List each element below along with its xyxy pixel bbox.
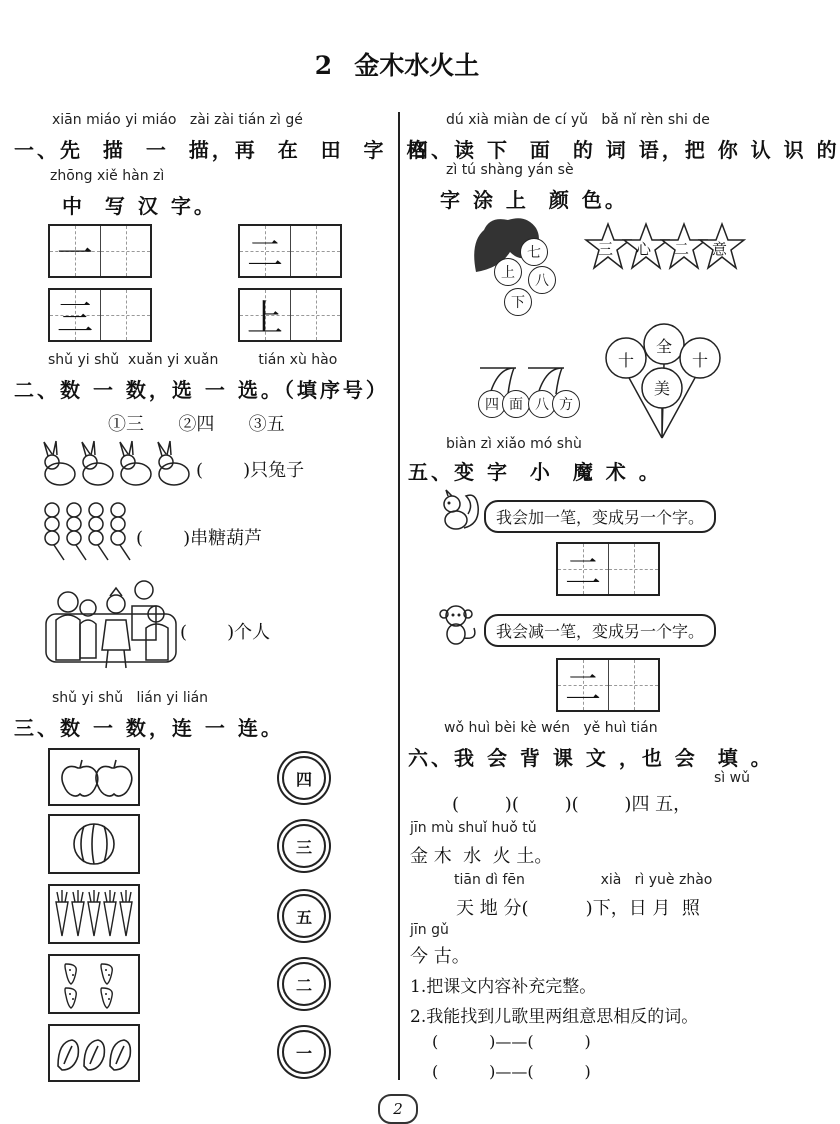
s5-pinyin: biàn zì xiǎo mó shù bbox=[446, 436, 582, 452]
s1-pinyin-1: xiān miáo yi miáo zài zài tián zì gé bbox=[52, 112, 303, 128]
speech-bubble-add: 我会加一笔，变成另一个字。 bbox=[484, 500, 716, 533]
grape-char-4[interactable]: 下 bbox=[504, 288, 532, 316]
column-divider bbox=[398, 112, 400, 1080]
cherry-char-1[interactable]: 四 bbox=[478, 390, 506, 418]
grape-char-2[interactable]: 上 bbox=[494, 258, 522, 286]
s4-heading-1: 四、读 下 面 的 词 语，把 你 认 识 的 bbox=[408, 138, 840, 162]
grid-char: 二 bbox=[564, 551, 601, 593]
tian-grid-1[interactable] bbox=[48, 224, 152, 278]
grid-char: 二 bbox=[564, 667, 601, 709]
s6-heading: 六、我 会 背 课 文 ，也 会 填 。 bbox=[408, 746, 774, 770]
s3-pinyin: shǔ yi shǔ lián yi lián bbox=[52, 690, 209, 706]
number-flower-1[interactable]: 四 bbox=[282, 756, 326, 800]
star-char-3[interactable]: 二 bbox=[674, 240, 690, 258]
tian-grid-4[interactable] bbox=[238, 288, 342, 342]
carrot-icon bbox=[50, 886, 138, 942]
tian-grid-2[interactable] bbox=[238, 224, 342, 278]
rabbit-icon bbox=[40, 440, 200, 492]
tian-grid-add[interactable] bbox=[556, 542, 660, 596]
tanghulu-icon bbox=[42, 500, 138, 564]
s4-pinyin-1: dú xià miàn de cí yǔ bǎ nǐ rèn shi de bbox=[446, 112, 710, 128]
page-title bbox=[0, 46, 794, 82]
star-char-2[interactable]: 心 bbox=[636, 240, 652, 258]
page-number: 2 bbox=[378, 1094, 418, 1124]
picture-box-3[interactable] bbox=[48, 884, 140, 944]
picture-box-1[interactable] bbox=[48, 748, 140, 806]
s2-pinyin: shǔ yi shǔ xuǎn yi xuǎn tián xù hào bbox=[48, 352, 338, 368]
balloon-char-2[interactable]: 十 bbox=[618, 351, 635, 370]
cherry-char-4[interactable]: 方 bbox=[552, 390, 580, 418]
cherry-char-3[interactable]: 八 bbox=[528, 390, 556, 418]
number-flower-2[interactable]: 三 bbox=[282, 824, 326, 868]
s6-question-1: 1.把课文内容补充完整。 bbox=[410, 977, 597, 997]
picture-box-5[interactable] bbox=[48, 1024, 140, 1082]
s6-line-4: 今 古。 bbox=[410, 946, 470, 967]
grid-char: 三 bbox=[56, 297, 93, 339]
family-icon bbox=[44, 580, 180, 672]
balloon-char-3[interactable]: 十 bbox=[692, 351, 709, 370]
tian-grid-subtract[interactable] bbox=[556, 658, 660, 712]
s4-pinyin-2: zì tú shàng yán sè bbox=[446, 162, 574, 178]
s1-pinyin-2: zhōng xiě hàn zì bbox=[50, 168, 165, 184]
s6-answer-blank-2[interactable]: ( )——( ) bbox=[432, 1062, 591, 1081]
s1-heading-1: 一、先 描 一 描，再 在 田 字 格 bbox=[14, 138, 430, 162]
picture-box-2[interactable] bbox=[48, 814, 140, 874]
grape-char-1[interactable]: 七 bbox=[520, 238, 548, 266]
number-flower-3[interactable]: 五 bbox=[282, 894, 326, 938]
s2-heading: 二、数 一 数，选 一 选。（填序号） bbox=[14, 378, 389, 402]
s6-line-3[interactable]: 天 地 分( )下，日 月 照 bbox=[456, 898, 700, 919]
number-flower-5[interactable]: 一 bbox=[282, 1030, 326, 1074]
balloon-char-1[interactable]: 全 bbox=[656, 337, 673, 356]
speech-bubble-subtract: 我会减一笔，变成另一个字。 bbox=[484, 614, 716, 647]
s6-pinyin-2: jīn mù shuǐ huǒ tǔ bbox=[410, 820, 537, 836]
s3-heading: 三、数 一 数，连 一 连。 bbox=[14, 716, 284, 740]
grid-char: 二 bbox=[246, 233, 283, 275]
s6-line-1[interactable]: ( )( )( )四 五， bbox=[452, 794, 692, 815]
balloon-char-4[interactable]: 美 bbox=[654, 379, 671, 398]
lesson-title: 金木水火土 bbox=[354, 51, 480, 80]
s4-heading-2: 字 涂 上 颜 色。 bbox=[440, 188, 628, 212]
s6-question-2: 2.我能找到儿歌里两组意思相反的词。 bbox=[410, 1007, 699, 1027]
s2-q2[interactable]: ( )串糖葫芦 bbox=[136, 528, 263, 549]
s6-pinyin: wǒ huì bèi kè wén yě huì tián bbox=[444, 720, 658, 736]
grid-char: 一 bbox=[56, 233, 93, 275]
grid-char: 上 bbox=[246, 297, 283, 339]
tian-grid-3[interactable] bbox=[48, 288, 152, 342]
s6-pinyin-4: jīn gǔ bbox=[410, 922, 449, 938]
s2-q1[interactable]: ( )只兔子 bbox=[196, 460, 305, 481]
s6-pinyin-3: tiān dì fēn xià rì yuè zhào bbox=[454, 872, 713, 888]
s6-line-2: 金 木 水 火 土。 bbox=[410, 846, 553, 867]
picture-box-4[interactable] bbox=[48, 954, 140, 1014]
s5-heading: 五、变 字 小 魔 术 。 bbox=[408, 460, 662, 484]
grape-char-3[interactable]: 八 bbox=[528, 266, 556, 294]
s1-heading-2: 中 写 汉 字。 bbox=[62, 194, 217, 218]
strawberry-icon bbox=[50, 956, 138, 1012]
star-char-4[interactable]: 意 bbox=[712, 240, 728, 258]
squirrel-icon bbox=[434, 488, 484, 534]
s2-q3[interactable]: ( )个人 bbox=[180, 622, 271, 643]
cherry-char-2[interactable]: 面 bbox=[502, 390, 530, 418]
apple-icon bbox=[50, 750, 138, 804]
s6-answer-blank-1[interactable]: ( )——( ) bbox=[432, 1032, 591, 1051]
monkey-icon bbox=[434, 600, 484, 650]
star-char-1[interactable]: 三 bbox=[598, 240, 614, 258]
cabbage-icon bbox=[50, 1026, 138, 1080]
s6-pinyin-siwu: sì wǔ bbox=[714, 770, 750, 786]
s2-options: ①三 ②四 ③五 bbox=[108, 414, 285, 435]
number-flower-4[interactable]: 二 bbox=[282, 962, 326, 1006]
lesson-number: 2 bbox=[314, 51, 333, 80]
watermelon-icon bbox=[50, 816, 138, 872]
